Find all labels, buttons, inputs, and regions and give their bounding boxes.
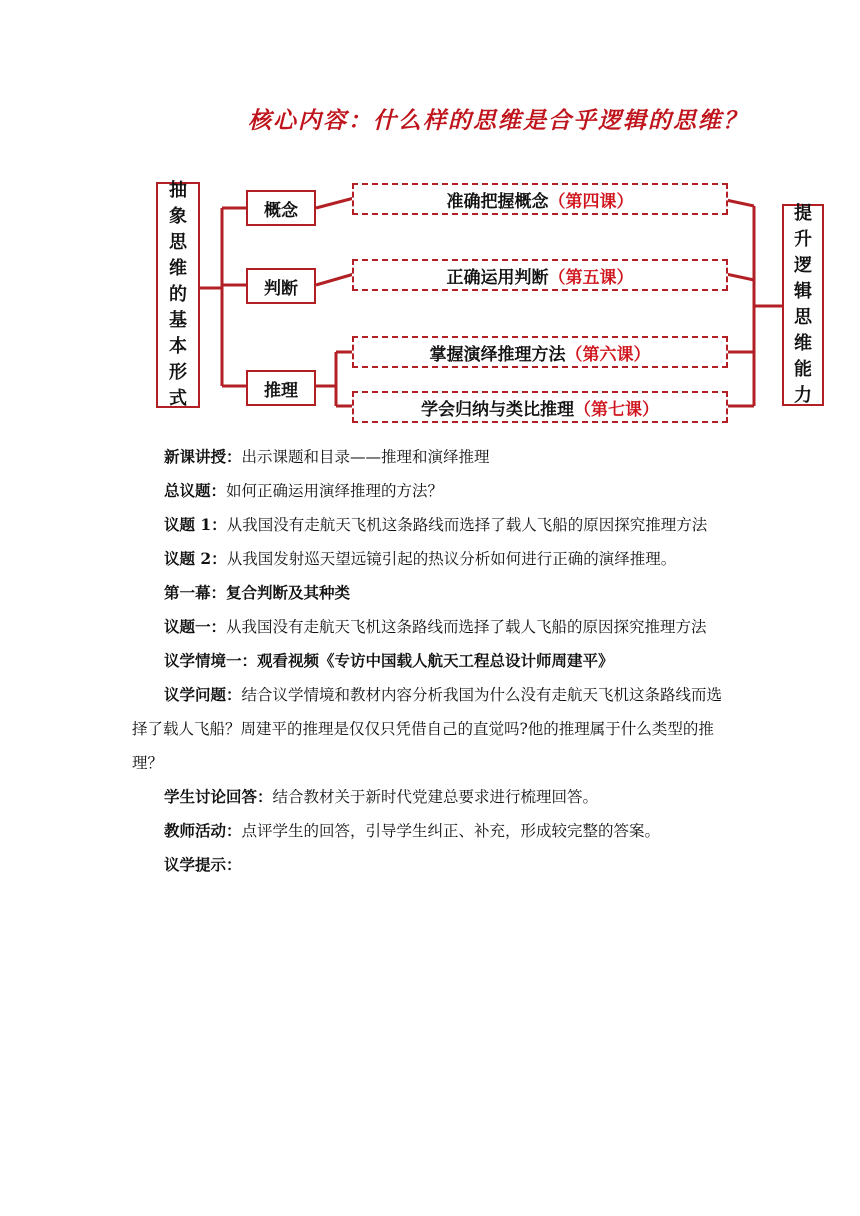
right-char: 辑 <box>794 281 812 302</box>
lesson-box <box>352 336 728 368</box>
left-char: 本 <box>169 336 187 357</box>
node-reasoning: 推理 <box>246 370 316 406</box>
concept-diagram <box>0 0 860 440</box>
paragraph <box>132 814 732 848</box>
right-char: 逻 <box>794 255 812 276</box>
paragraph <box>132 542 732 576</box>
lesson-text: 学会归纳与类比推理 <box>421 399 574 420</box>
paragraph-label: 新课讲授： <box>164 447 242 466</box>
left-char: 基 <box>169 310 187 331</box>
paragraph <box>132 576 732 610</box>
paragraph-text: 出示课题和目录——推理和演绎推理 <box>241 448 490 466</box>
node-judgment: 判断 <box>246 268 316 304</box>
paragraph-text: 从我国发射巡天望远镜引起的热议分析如何进行正确的演绎推理。 <box>226 550 677 568</box>
paragraph <box>132 508 732 542</box>
right-goal-box <box>782 204 824 406</box>
right-char: 升 <box>794 229 812 250</box>
left-char: 抽 <box>169 180 187 201</box>
paragraph-text: 如何正确运用演绎推理的方法？ <box>226 482 444 500</box>
paragraph <box>132 644 732 678</box>
paragraph <box>132 848 732 882</box>
lesson-text: 准确把握概念 <box>446 191 549 212</box>
left-char: 思 <box>169 232 187 253</box>
page-title: 核心内容：什么样的思维是合乎逻辑的思维？ <box>248 108 748 134</box>
paragraph-text: 点评学生的回答，引导学生纠正、补充，形成较完整的答案。 <box>241 822 661 840</box>
paragraph-text: 从我国没有走航天飞机这条路线而选择了载人飞船的原因探究推理方法 <box>226 516 708 534</box>
paragraph-label: 教师活动： <box>164 821 242 840</box>
paragraph-label: 总议题： <box>164 481 227 500</box>
right-char: 思 <box>794 307 812 328</box>
paragraph-label: 议题 2： <box>164 549 227 568</box>
left-char: 形 <box>169 362 187 383</box>
left-char: 式 <box>169 388 187 409</box>
paragraph-text: 结合教材关于新时代党建总要求进行梳理回答。 <box>272 788 599 806</box>
paragraph <box>132 474 732 508</box>
paragraph-label: 学生讨论回答： <box>164 787 273 806</box>
left-category-box <box>156 182 200 408</box>
paragraph <box>132 440 732 474</box>
lesson-course: （第六课） <box>565 344 651 365</box>
lesson-box <box>352 391 728 423</box>
paragraph-label: 议学情境一：观看视频《专访中国载人航天工程总设计师周建平》 <box>164 651 614 670</box>
paragraph <box>132 610 732 644</box>
right-char: 能 <box>794 359 812 380</box>
lesson-body <box>132 440 732 882</box>
right-char: 提 <box>794 203 812 224</box>
node-concept: 概念 <box>246 190 316 226</box>
lesson-box <box>352 183 728 215</box>
right-char: 维 <box>794 333 812 354</box>
lesson-text: 正确运用判断 <box>446 267 549 288</box>
paragraph-label: 议题 1： <box>164 515 227 534</box>
lesson-text: 掌握演绎推理方法 <box>429 344 566 365</box>
paragraph-label: 议学问题： <box>164 685 242 704</box>
left-char: 的 <box>169 284 187 305</box>
left-char: 象 <box>169 206 187 227</box>
paragraph <box>132 678 732 780</box>
lesson-course: （第四课） <box>548 191 634 212</box>
paragraph-label: 议题一： <box>164 617 227 636</box>
paragraph-label: 议学提示： <box>164 855 242 874</box>
connector-lines <box>0 0 860 440</box>
paragraph-label: 第一幕：复合判断及其种类 <box>164 583 351 602</box>
lesson-box <box>352 259 728 291</box>
left-char: 维 <box>169 258 187 279</box>
lesson-course: （第五课） <box>548 267 634 288</box>
paragraph <box>132 780 732 814</box>
paragraph-text: 结合议学情境和教材内容分析我国为什么没有走航天飞机这条路线而选择了载人飞船？周建平的推理是仅仅只凭借自己的直觉吗?他的推理属于什么类型的推理？ <box>132 686 723 772</box>
paragraph-text: 从我国没有走航天飞机这条路线而选择了载人飞船的原因探究推理方法 <box>226 618 707 636</box>
lesson-course: （第七课） <box>574 399 659 420</box>
right-char: 力 <box>794 385 812 406</box>
